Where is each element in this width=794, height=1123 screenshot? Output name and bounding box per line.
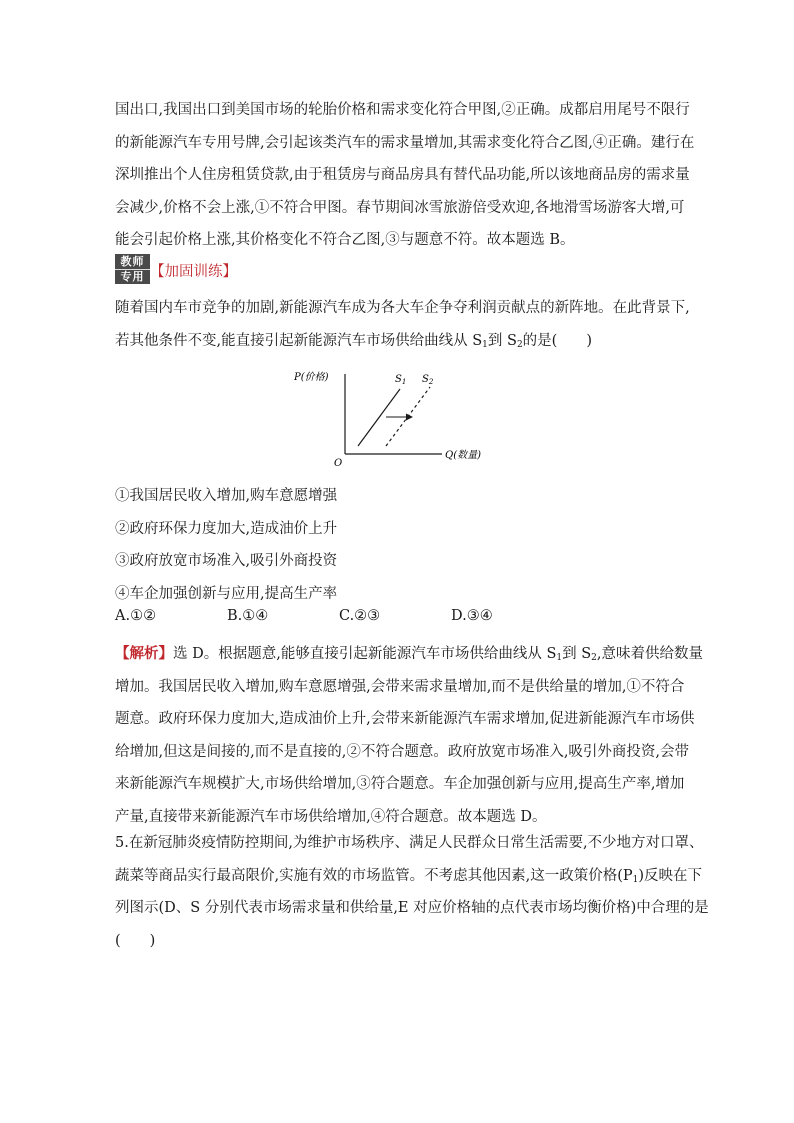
intro-line: 深圳推出个人住房租赁贷款,由于租赁房与商品房具有替代品功能,所以该地商品房的需求量 [115,167,690,184]
s1-label: $S_1$ [395,374,407,386]
option-d: D.③④ [451,608,493,624]
question-5 [115,827,709,957]
analysis-line: 【解析】选 D。根据题意,能够直接引起新能源汽车市场供给曲线从 $S_1$到 $S_2$,意味着供给数量 [115,645,704,663]
s2-label: $S_2$ [422,374,434,386]
badge-line-1: 教师 [120,255,145,268]
intro-paragraph [115,94,695,257]
q5-line: 5.在新冠肺炎疫情防控期间,为维护市场秩序、满足人民群众日常生活需要,不少地方对口罩、 [115,835,704,851]
q5-line: 蔬菜等商品实行最高限价,实施有效的市场监管。不考虑其他因素,这一政策价格$(P_1)$反映在下 [115,867,703,885]
intro-line: 能会引起价格上涨,其价格变化不符合乙图,③与题意不符。故本题选 B。 [115,232,575,249]
answer-options [115,608,563,624]
intro-line: 会减少,价格不会上涨,①不符合甲图。春节期间冰雪旅游倍受欢迎,各地滑雪场游客大增,可 [115,199,685,216]
statement-item: ④车企加强创新与应用,提高生产率 [115,585,338,602]
question-line: 若其他条件不变,能直接引起新能源汽车市场供给曲线从 $S_1$到 $S_2$的是( ) [115,332,592,350]
teacher-only-badge [115,254,150,284]
q5-line: ( ) [115,932,156,949]
analysis-line: 来新能源汽车规模扩大,市场供给增加,③符合题意。车企加强创新与应用,提高生产率,增加 [115,776,685,793]
option-c: C.②③ [339,608,381,624]
q5-line: 列图示(D、S 分别代表市场需求量和供给量,E 对应价格轴的点代表市场均衡价格)中合理的是 [115,900,709,917]
statement-item: ③政府放宽市场准入,吸引外商投资 [115,553,338,570]
origin-label: O [334,458,343,469]
y-axis-label: P(价格) [294,372,329,383]
question-stem [115,292,690,357]
analysis-label: 【解析】 [115,645,173,662]
analysis-line: 产量,直接带来新能源汽车市场供给增加,④符合题意。故本题选 D。 [115,808,547,825]
intro-line: 的新能源汽车专用号牌,会引起该类汽车的需求量增加,其需求变化符合乙图,④正确。建行在 [115,134,695,151]
analysis-line: 题意。政府环保力度加大,造成油价上升,会带来新能源汽车需求增加,促进新能源汽车市场供 [115,711,695,728]
statement-item: ①我国居民收入增加,购车意愿增强 [115,488,338,504]
badge-line-2: 专用 [115,269,150,284]
x-axis-label: Q(数量) [445,450,482,461]
question-line: 随着国内车市竞争的加剧,新能源汽车成为各大车企争夺利润贡献点的新阵地。在此背景下, [115,300,690,316]
analysis-line: 给增加,但这是间接的,而不是直接的,②不符合题意。政府放宽市场准入,吸引外商投资,会带 [115,743,690,760]
supply-shift-diagram [290,362,510,477]
section-heading: 【加固训练】 [150,264,237,280]
analysis-line: 增加。我国居民收入增加,购车意愿增强,会带来需求量增加,而不是供给量的增加,①不符合 [115,678,685,695]
intro-line: 国出口,我国出口到美国市场的轮胎价格和需求变化符合甲图,②正确。成都启用尾号不限行 [115,102,690,118]
option-a: A.①② [115,608,157,624]
statement-list [115,480,680,610]
statement-item: ②政府环保力度加大,造成油价上升 [115,520,338,537]
analysis-paragraph [115,638,704,834]
option-b: B.①④ [227,608,269,624]
